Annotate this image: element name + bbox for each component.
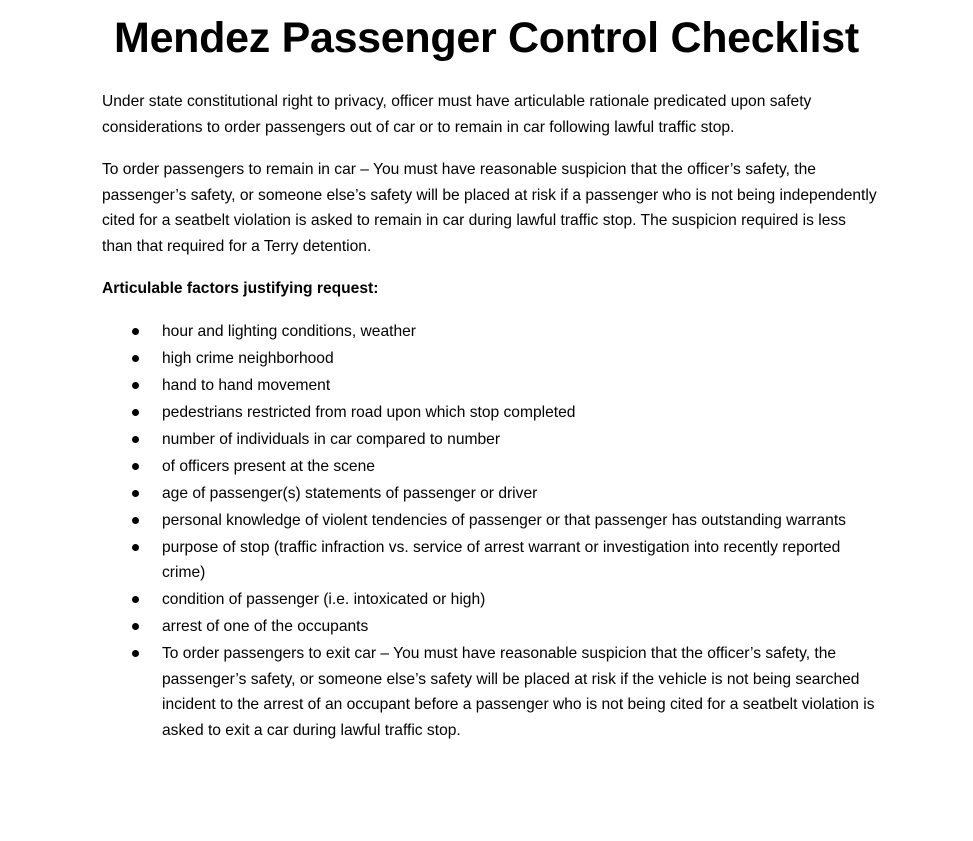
list-item: [102, 427, 877, 453]
bullet-icon: [132, 463, 139, 470]
list-item: [102, 400, 877, 426]
factors-heading-colon: :: [373, 280, 379, 297]
list-item-text: purpose of stop (traffic infraction vs. service of arrest warrant or investigation into recently reported crime): [162, 538, 841, 581]
list-item: [102, 587, 877, 613]
bullet-icon: [132, 409, 139, 416]
bullet-icon: [132, 436, 139, 443]
list-item: [102, 641, 877, 743]
list-item-text: hand to hand movement: [162, 376, 331, 394]
factors-list: [102, 319, 877, 744]
bullet-icon: [132, 328, 139, 335]
list-item: [102, 614, 877, 640]
list-item: [102, 481, 877, 507]
list-item: [102, 454, 877, 480]
list-item-text: To order passengers to exit car – You must have reasonable suspicion that the officer’s safety, the passenger’s safety, or someone else’s safety will be placed at risk if the vehicle is not being searched incident to the arrest of an occupant before a passenger who is not being cited for a seatbelt violation is asked to exit a car during lawful traffic stop.: [162, 645, 875, 739]
list-item-text: high crime neighborhood: [162, 349, 334, 367]
list-item-text: pedestrians restricted from road upon which stop completed: [162, 403, 576, 421]
bullet-icon: [132, 596, 139, 603]
bullet-icon: [132, 517, 139, 524]
bullet-icon: [132, 490, 139, 497]
list-item: [102, 346, 877, 372]
remain-in-car-paragraph: To order passengers to remain in car – You must have reasonable suspicion that the officer’s safety, the passenger’s safety, or someone else’s safety will be placed at risk if a passenger who is not being independently cited for a seatbelt violation is asked to remain in car during lawful traffic stop. The suspicion required is less than that required for a Terry detention.: [102, 161, 877, 255]
intro-paragraph: Under state constitutional right to privacy, officer must have articulable rationale predicated upon safety considerations to order passengers out of car or to remain in car following lawful traffic stop.: [102, 93, 812, 136]
factors-heading-text: Articulable factors justifying request: [102, 280, 374, 297]
list-item-text: hour and lighting conditions, weather: [162, 322, 416, 340]
bullet-icon: [132, 382, 139, 389]
list-item-text: age of passenger(s) statements of passenger or driver: [162, 484, 538, 502]
list-item: [102, 535, 877, 586]
bullet-icon: [132, 544, 139, 551]
document-body: [102, 89, 877, 745]
list-item-text: of officers present at the scene: [162, 457, 375, 475]
bullet-icon: [132, 623, 139, 630]
document-title: Mendez Passenger Control Checklist: [114, 14, 859, 62]
list-item-text: number of individuals in car compared to number: [162, 430, 501, 448]
list-item-text: personal knowledge of violent tendencies of passenger or that passenger has outstanding warrants: [162, 511, 846, 529]
bullet-icon: [132, 355, 139, 362]
factors-heading: [102, 276, 877, 302]
list-item-text: condition of passenger (i.e. intoxicated or high): [162, 591, 486, 608]
bullet-icon: [132, 650, 139, 657]
list-item: [102, 508, 877, 534]
list-item-text: arrest of one of the occupants: [162, 618, 369, 635]
list-item: [102, 319, 877, 345]
list-item: [102, 373, 877, 399]
